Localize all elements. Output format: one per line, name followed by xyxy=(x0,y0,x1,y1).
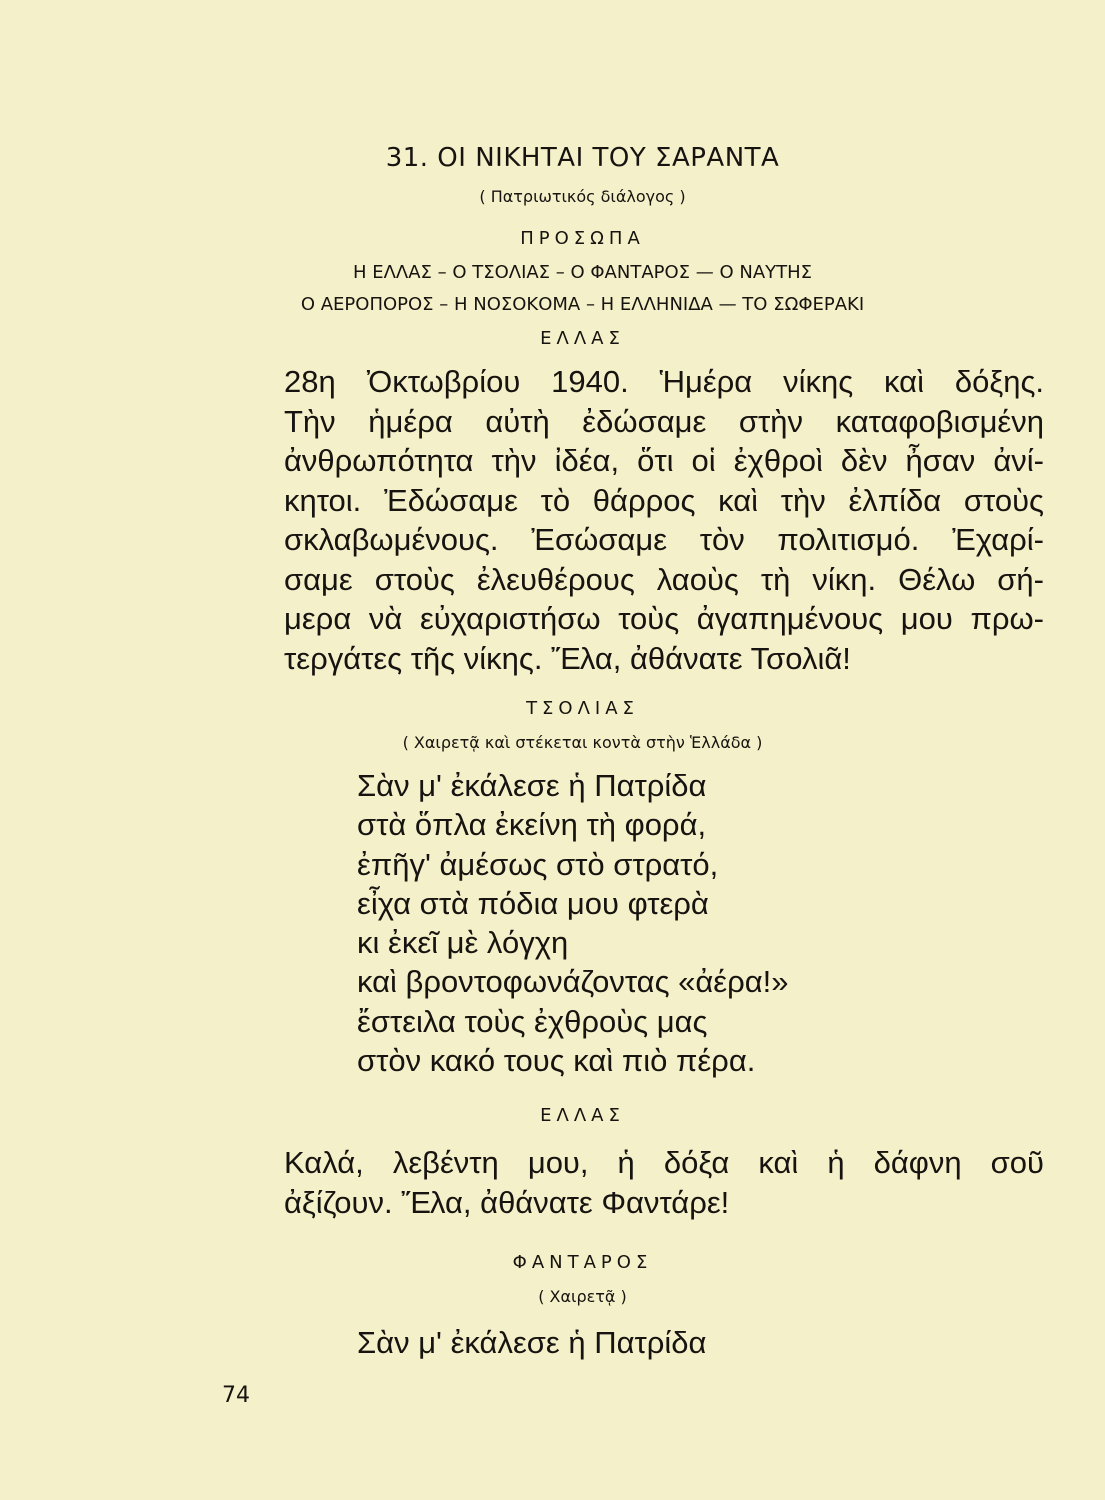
prose-line: σαμε στοὺς ἐλευθέρους λαοὺς τὴ νίκη. Θέλω σή- xyxy=(284,561,1044,597)
speaker-name: ΕΛΛΑΣ xyxy=(540,1105,625,1126)
verse-block xyxy=(357,1323,706,1362)
speaker-name: ΕΛΛΑΣ xyxy=(540,328,625,349)
verse-line: στὰ ὅπλα ἐκείνη τὴ φορά, xyxy=(357,807,707,843)
prose-line: σκλαβωμένους. Ἐσώσαμε τὸν πολιτισμό. Ἐχαρί- xyxy=(284,522,1044,557)
verse-block xyxy=(357,766,789,1080)
verse-line: Σὰν μ' ἐκάλεσε ἡ Πατρίδα xyxy=(357,768,707,803)
prose-line: Καλά, λεβέντη μου, ἡ δόξα καὶ ἡ δάφνη σοῦ xyxy=(284,1145,1044,1180)
stage-direction: ( Χαιρετᾷ καὶ στέκεται κοντὰ στὴν Ἑλλάδα ) xyxy=(402,733,763,752)
persons-line: Η ΕΛΛΑΣ – Ο ΤΣΟΛΙΑΣ – Ο ΦΑΝΤΑΡΟΣ — Ο ΝΑΥΤΗΣ xyxy=(352,262,813,283)
verse-line: ἐπῆγ' ἀμέσως στὸ στρατό, xyxy=(357,846,719,882)
prose-line: ἀνθρωπότητα τὴν ἰδέα, ὅτι οἱ ἐχθροὶ δὲν ἦσαν ἀνί- xyxy=(284,443,1044,478)
page-number: 74 xyxy=(222,1383,250,1408)
dialogue-prose xyxy=(284,1143,1044,1222)
stage-direction: ( Χαιρετᾷ ) xyxy=(538,1287,627,1306)
verse-line: καὶ βροντοφωνάζοντας «ἀέρα!» xyxy=(357,964,789,1000)
speaker-name: ΦΑΝΤΑΡΟΣ xyxy=(512,1252,653,1273)
verse-line: στὸν κακό τους καὶ πιὸ πέρα. xyxy=(357,1043,756,1079)
prose-line: μερα νὰ εὐχαριστήσω τοὺς ἀγαπημένους μου πρω- xyxy=(284,601,1044,636)
prose-line: Τὴν ἡμέρα αὐτὴ ἐδώσαμε στὴν καταφοβισμένη xyxy=(284,403,1044,439)
prose-line: ἀξίζουν. Ἔλα, ἀθάνατε Φαντάρε! xyxy=(284,1184,730,1220)
verse-line: κι ἐκεῖ μὲ λόγχη xyxy=(357,925,569,961)
prose-line: 28η Ὀκτωβρίου 1940. Ἡμέρα νίκης καὶ δόξης. xyxy=(284,364,1044,399)
verse-line: ἔστειλα τοὺς ἐχθροὺς μας xyxy=(357,1003,708,1039)
prose-line: τεργάτες τῆς νίκης. Ἔλα, ἀθάνατε Τσολιᾶ! xyxy=(284,640,851,676)
persons-heading: ΠΡΟΣΩΠΑ xyxy=(520,228,645,249)
speaker-name: ΤΣΟΛΙΑΣ xyxy=(526,698,639,719)
persons-line: Ο ΑΕΡΟΠΟΡΟΣ – Η ΝΟΣΟΚΟΜΑ – Η ΕΛΛΗΝΙΔΑ — ΤΟ ΣΩΦΕΡΑΚΙ xyxy=(300,294,865,315)
chapter-subtitle: ( Πατριωτικός διάλογος ) xyxy=(479,187,686,206)
prose-line: κητοι. Ἐδώσαμε τὸ θάρρος καὶ τὴν ἐλπίδα στοὺς xyxy=(284,482,1044,518)
dialogue-prose xyxy=(284,362,1044,678)
verse-line: εἶχα στὰ πόδια μου φτερὰ xyxy=(357,885,709,921)
verse-line: Σὰν μ' ἐκάλεσε ἡ Πατρίδα xyxy=(357,1325,707,1360)
chapter-title: 31. ΟΙ ΝΙΚΗΤΑΙ ΤΟΥ ΣΑΡΑΝΤΑ xyxy=(385,143,780,173)
